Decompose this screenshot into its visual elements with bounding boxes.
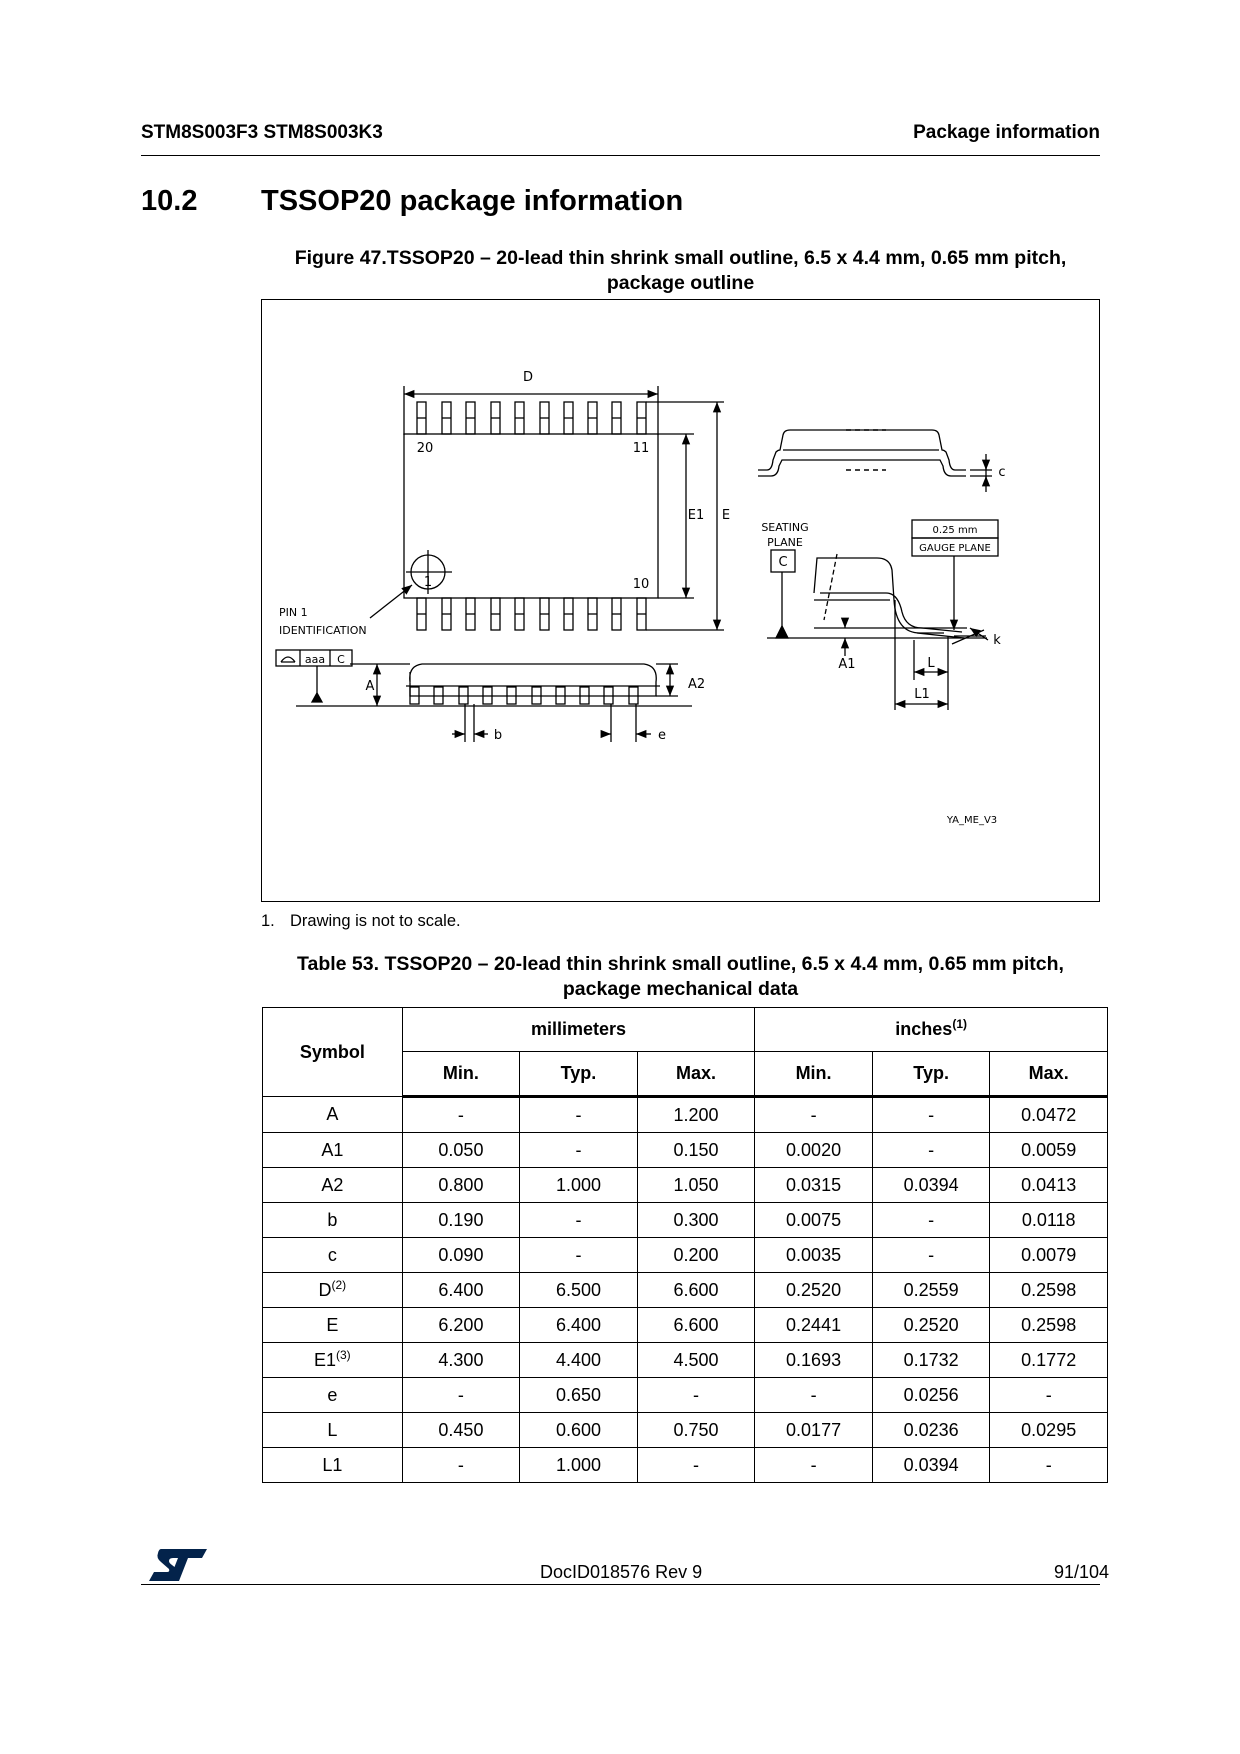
millimeters-header: millimeters bbox=[402, 1008, 755, 1052]
footer-page-number: 91/104 bbox=[1053, 1562, 1109, 1582]
value-cell: 0.1772 bbox=[990, 1343, 1108, 1378]
label-c: c bbox=[998, 465, 1006, 480]
symbol-footnote-ref: (2) bbox=[331, 1277, 347, 1292]
label-pin11: 11 bbox=[632, 441, 650, 456]
label-a: A bbox=[365, 679, 375, 694]
value-cell: 0.800 bbox=[402, 1168, 520, 1203]
value-cell: - bbox=[402, 1097, 520, 1133]
value-cell: - bbox=[637, 1378, 755, 1413]
st-logo-shape bbox=[149, 1549, 207, 1581]
label-e: E bbox=[721, 508, 731, 523]
symbol-text: b bbox=[327, 1209, 338, 1230]
package-body-side-view bbox=[410, 664, 657, 696]
value-cell: - bbox=[990, 1378, 1108, 1413]
label-d: D bbox=[522, 370, 534, 385]
value-cell: - bbox=[637, 1448, 755, 1483]
value-cell: 0.1693 bbox=[755, 1343, 873, 1378]
value-cell: 0.1732 bbox=[872, 1343, 990, 1378]
value-cell: 0.0079 bbox=[990, 1238, 1108, 1273]
symbol-text: c bbox=[327, 1244, 337, 1265]
value-cell: - bbox=[520, 1238, 638, 1273]
value-cell: - bbox=[755, 1097, 873, 1133]
value-cell: 0.0236 bbox=[872, 1413, 990, 1448]
table-row bbox=[263, 1238, 1108, 1273]
symbol-text: e bbox=[327, 1384, 338, 1405]
value-cell: 0.2598 bbox=[990, 1308, 1108, 1343]
section-number: 10.2 bbox=[141, 185, 198, 217]
sub-header: Min. bbox=[755, 1052, 873, 1097]
value-cell: 1.200 bbox=[637, 1097, 755, 1133]
symbol-text: A2 bbox=[321, 1174, 344, 1195]
value-cell: 0.090 bbox=[402, 1238, 520, 1273]
figure-reference-code: YA_ME_V3 bbox=[946, 815, 998, 826]
value-cell: 0.0059 bbox=[990, 1133, 1108, 1168]
symbol-text: L1 bbox=[322, 1454, 343, 1475]
header-doc-title: STM8S003F3 STM8S003K3 bbox=[141, 122, 383, 143]
label-b: b bbox=[493, 728, 503, 743]
value-cell: - bbox=[402, 1448, 520, 1483]
table-row bbox=[263, 1343, 1108, 1378]
symbol-text: E1 bbox=[313, 1349, 336, 1370]
mechanical-data-table bbox=[262, 1007, 1108, 1483]
symbol-cell bbox=[263, 1273, 403, 1308]
label-l: L bbox=[927, 656, 935, 671]
header-rule bbox=[141, 155, 1100, 156]
package-body-top-view bbox=[404, 434, 658, 598]
label-seating-line1: SEATING bbox=[761, 521, 809, 534]
value-cell: 6.400 bbox=[402, 1273, 520, 1308]
sub-header: Typ. bbox=[520, 1052, 638, 1097]
value-cell: - bbox=[520, 1097, 638, 1133]
table-row bbox=[263, 1203, 1108, 1238]
symbol-cell bbox=[263, 1378, 403, 1413]
value-cell: - bbox=[402, 1378, 520, 1413]
inches-header-label: inches bbox=[895, 1019, 953, 1039]
symbol-header: Symbol bbox=[263, 1008, 403, 1097]
label-a1: A1 bbox=[838, 657, 856, 672]
symbol-footnote-ref: (3) bbox=[336, 1347, 351, 1362]
value-cell: 6.500 bbox=[520, 1273, 638, 1308]
value-cell: 0.2441 bbox=[755, 1308, 873, 1343]
footer-rule bbox=[141, 1584, 1100, 1585]
value-cell: 0.2598 bbox=[990, 1273, 1108, 1308]
label-gauge-value: 0.25 mm bbox=[932, 525, 978, 536]
label-datum-c: C bbox=[337, 653, 345, 666]
value-cell: 0.0295 bbox=[990, 1413, 1108, 1448]
label-e1: E1 bbox=[687, 508, 705, 523]
value-cell: - bbox=[755, 1378, 873, 1413]
label-aaa: aaa bbox=[304, 653, 326, 666]
package-outline-figure bbox=[261, 299, 1100, 902]
value-cell: 0.300 bbox=[637, 1203, 755, 1238]
value-cell: - bbox=[872, 1238, 990, 1273]
table-row bbox=[263, 1448, 1108, 1483]
figure-caption-line1: Figure 47.TSSOP20 – 20-lead thin shrink small outline, 6.5 x 4.4 mm, 0.65 mm pitch, bbox=[294, 247, 1067, 269]
value-cell: 0.050 bbox=[402, 1133, 520, 1168]
label-pin10: 10 bbox=[632, 577, 650, 592]
symbol-text: E bbox=[326, 1314, 339, 1335]
value-cell: 0.750 bbox=[637, 1413, 755, 1448]
value-cell: 0.2520 bbox=[872, 1308, 990, 1343]
value-cell: 6.400 bbox=[520, 1308, 638, 1343]
symbol-cell bbox=[263, 1308, 403, 1343]
value-cell: 0.0394 bbox=[872, 1168, 990, 1203]
header-section-name: Package information bbox=[913, 122, 1100, 143]
value-cell: 1.000 bbox=[520, 1448, 638, 1483]
table-row bbox=[263, 1097, 1108, 1133]
value-cell: 0.0118 bbox=[990, 1203, 1108, 1238]
symbol-cell bbox=[263, 1448, 403, 1483]
section-title: TSSOP20 package information bbox=[261, 185, 684, 217]
symbol-cell bbox=[263, 1097, 403, 1133]
label-seating-c: C bbox=[778, 555, 788, 570]
value-cell: 0.0256 bbox=[872, 1378, 990, 1413]
symbol-text: D bbox=[318, 1279, 332, 1300]
value-cell: 0.0177 bbox=[755, 1413, 873, 1448]
symbol-text: A bbox=[326, 1104, 339, 1124]
label-l1: L1 bbox=[914, 687, 930, 702]
label-seating-line2: PLANE bbox=[767, 536, 803, 549]
table-caption bbox=[261, 952, 1100, 1002]
value-cell: 4.300 bbox=[402, 1343, 520, 1378]
value-cell: 0.650 bbox=[520, 1378, 638, 1413]
value-cell: 0.190 bbox=[402, 1203, 520, 1238]
inches-header bbox=[755, 1008, 1108, 1052]
note-text: Drawing is not to scale. bbox=[290, 912, 461, 930]
lead-detail-view bbox=[814, 558, 944, 633]
table-row bbox=[263, 1378, 1108, 1413]
value-cell: 0.150 bbox=[637, 1133, 755, 1168]
package-outline-drawing bbox=[262, 300, 1101, 903]
table-row bbox=[263, 1308, 1108, 1343]
sub-header: Max. bbox=[990, 1052, 1108, 1097]
table-row bbox=[263, 1168, 1108, 1203]
value-cell: 0.200 bbox=[637, 1238, 755, 1273]
symbol-text: L bbox=[327, 1419, 338, 1440]
sub-header: Max. bbox=[637, 1052, 755, 1097]
table-row bbox=[263, 1413, 1108, 1448]
table-row bbox=[263, 1273, 1108, 1308]
value-cell: - bbox=[872, 1133, 990, 1168]
sub-header: Typ. bbox=[872, 1052, 990, 1097]
symbol-cell bbox=[263, 1343, 403, 1378]
value-cell: 0.0315 bbox=[755, 1168, 873, 1203]
label-a2: A2 bbox=[688, 677, 706, 692]
symbol-cell bbox=[263, 1133, 403, 1168]
value-cell: 6.600 bbox=[637, 1308, 755, 1343]
label-pin1-id-line1: PIN 1 bbox=[279, 606, 308, 619]
value-cell: 0.0394 bbox=[872, 1448, 990, 1483]
label-e-pitch: e bbox=[658, 728, 666, 743]
value-cell: 0.600 bbox=[520, 1413, 638, 1448]
figure-note bbox=[261, 912, 461, 931]
label-pin20: 20 bbox=[416, 441, 434, 456]
inches-footnote-ref: (1) bbox=[952, 1017, 967, 1031]
value-cell: - bbox=[755, 1448, 873, 1483]
symbol-cell bbox=[263, 1238, 403, 1273]
value-cell: - bbox=[520, 1133, 638, 1168]
label-pin1: 1 bbox=[423, 575, 433, 590]
figure-caption bbox=[261, 246, 1100, 296]
table-caption-line2: package mechanical data bbox=[562, 978, 799, 1000]
value-cell: 1.000 bbox=[520, 1168, 638, 1203]
footer-doc-id: DocID018576 Rev 9 bbox=[540, 1562, 703, 1582]
note-number: 1. bbox=[261, 912, 275, 930]
symbol-cell bbox=[263, 1413, 403, 1448]
value-cell: 0.0413 bbox=[990, 1168, 1108, 1203]
value-cell: 4.500 bbox=[637, 1343, 755, 1378]
figure-caption-line2: package outline bbox=[606, 272, 755, 294]
value-cell: 0.450 bbox=[402, 1413, 520, 1448]
value-cell: 0.0472 bbox=[990, 1097, 1108, 1133]
label-gauge-plane: GAUGE PLANE bbox=[919, 543, 991, 554]
symbol-cell bbox=[263, 1168, 403, 1203]
value-cell: 1.050 bbox=[637, 1168, 755, 1203]
value-cell: - bbox=[872, 1097, 990, 1133]
value-cell: 6.600 bbox=[637, 1273, 755, 1308]
value-cell: 0.0075 bbox=[755, 1203, 873, 1238]
value-cell: - bbox=[990, 1448, 1108, 1483]
st-logo bbox=[147, 1547, 209, 1583]
label-pin1-id-line2: IDENTIFICATION bbox=[279, 624, 367, 637]
value-cell: 0.0035 bbox=[755, 1238, 873, 1273]
label-k: k bbox=[993, 633, 1001, 648]
symbol-text: A1 bbox=[321, 1139, 344, 1160]
value-cell: 0.2559 bbox=[872, 1273, 990, 1308]
value-cell: 6.200 bbox=[402, 1308, 520, 1343]
value-cell: 0.0020 bbox=[755, 1133, 873, 1168]
table-caption-line1: Table 53. TSSOP20 – 20-lead thin shrink small outline, 6.5 x 4.4 mm, 0.65 mm pitch, bbox=[297, 953, 1064, 975]
value-cell: 4.400 bbox=[520, 1343, 638, 1378]
value-cell: - bbox=[872, 1203, 990, 1238]
table-row bbox=[263, 1133, 1108, 1168]
symbol-cell bbox=[263, 1203, 403, 1238]
sub-header: Min. bbox=[402, 1052, 520, 1097]
value-cell: 0.2520 bbox=[755, 1273, 873, 1308]
value-cell: - bbox=[520, 1203, 638, 1238]
